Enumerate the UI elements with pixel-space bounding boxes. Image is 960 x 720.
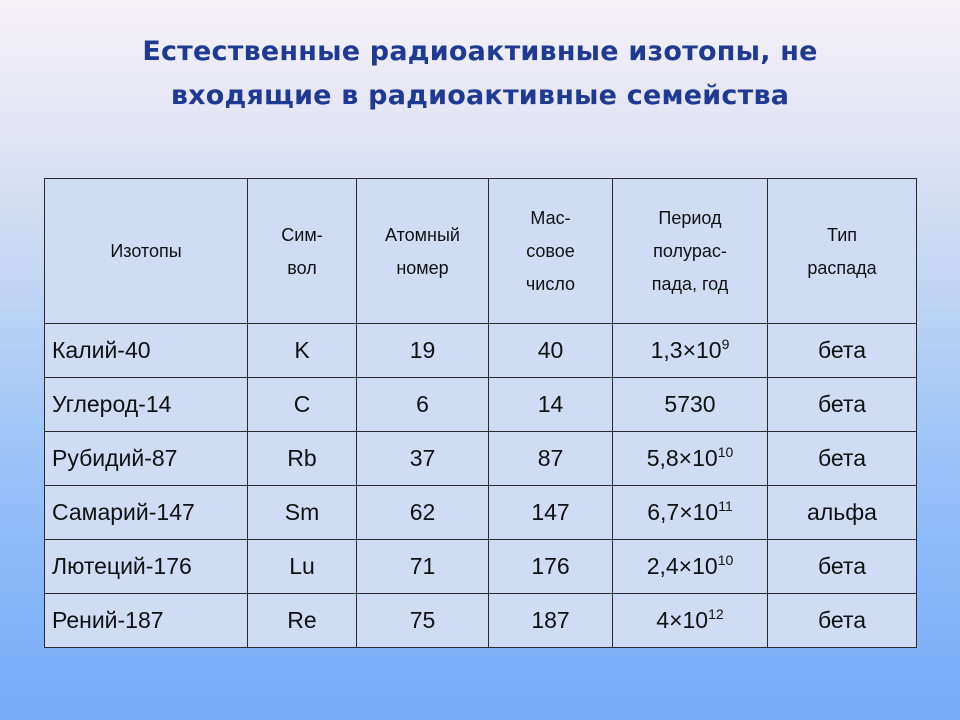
isotope-cell: Рубидий-87: [45, 432, 248, 486]
symbol-cell: Lu: [248, 540, 357, 594]
half-life-base: 5730: [664, 391, 716, 417]
half-life-cell: [613, 594, 768, 648]
mass-number-cell: 87: [489, 432, 613, 486]
decay-type-cell: бета: [768, 594, 917, 648]
isotope-cell: Углерод-14: [45, 378, 248, 432]
isotope-cell: Лютеций-176: [45, 540, 248, 594]
column-header-decay-type: [768, 179, 917, 324]
column-header-line: номер: [396, 257, 449, 278]
column-header-line: пада, год: [651, 274, 729, 294]
symbol-cell: C: [248, 378, 357, 432]
half-life-exponent: 9: [721, 336, 730, 352]
half-life-exponent: 12: [708, 606, 724, 622]
column-header-half-life: [613, 179, 768, 324]
half-life-base: 1,3×10: [650, 337, 722, 363]
table-body: [45, 324, 917, 648]
table-row: [45, 486, 917, 540]
table-row: [45, 324, 917, 378]
half-life-cell: [613, 540, 768, 594]
symbol-cell: K: [248, 324, 357, 378]
half-life-cell: [613, 324, 768, 378]
slide-title: [0, 30, 960, 118]
half-life-base: 4×10: [656, 607, 709, 633]
table-row: [45, 594, 917, 648]
column-header-line: Изотопы: [110, 241, 182, 261]
isotope-cell: Рений-187: [45, 594, 248, 648]
decay-type-cell: бета: [768, 324, 917, 378]
isotope-cell: Самарий-147: [45, 486, 248, 540]
decay-type-cell: бета: [768, 432, 917, 486]
mass-number-cell: 147: [489, 486, 613, 540]
mass-number-cell: 176: [489, 540, 613, 594]
column-header-line: вол: [287, 257, 317, 278]
isotope-table-container: [44, 178, 916, 648]
atomic-number-cell: 62: [357, 486, 489, 540]
column-header-line: распада: [807, 257, 877, 278]
mass-number-cell: 40: [489, 324, 613, 378]
isotope-table: [44, 178, 917, 648]
column-header-line: Атомный: [385, 224, 460, 245]
column-header-line: число: [525, 274, 576, 294]
atomic-number-cell: 19: [357, 324, 489, 378]
isotope-cell: Калий-40: [45, 324, 248, 378]
column-header-atomic-number: [357, 179, 489, 324]
column-header-isotope: [45, 179, 248, 324]
header-row: [45, 179, 917, 324]
half-life-base: 6,7×10: [647, 499, 719, 525]
half-life-cell: [613, 486, 768, 540]
half-life-exponent: 11: [718, 498, 733, 514]
half-life-base: 2,4×10: [646, 553, 718, 579]
half-life-base: 5,8×10: [646, 445, 718, 471]
mass-number-cell: 14: [489, 378, 613, 432]
column-header-line: совое: [526, 241, 575, 261]
title-line-1: Естественные радиоактивные изотопы, не: [142, 36, 818, 67]
column-header-line: Тип: [826, 224, 857, 245]
table-row: [45, 378, 917, 432]
half-life-exponent: 10: [717, 444, 734, 460]
atomic-number-cell: 37: [357, 432, 489, 486]
title-line-2: входящие в радиоактивные семейства: [170, 80, 790, 111]
table-row: [45, 432, 917, 486]
half-life-cell: [613, 432, 768, 486]
column-header-line: полурас-: [653, 241, 727, 261]
atomic-number-cell: 6: [357, 378, 489, 432]
mass-number-cell: 187: [489, 594, 613, 648]
column-header-line: Сим-: [281, 224, 323, 245]
column-header-line: Мас-: [530, 208, 571, 228]
atomic-number-cell: 71: [357, 540, 489, 594]
half-life-exponent: 10: [717, 552, 734, 568]
half-life-cell: [613, 378, 768, 432]
symbol-cell: Rb: [248, 432, 357, 486]
column-header-symbol: [248, 179, 357, 324]
column-header-line: Период: [658, 208, 722, 228]
symbol-cell: Re: [248, 594, 357, 648]
table-row: [45, 540, 917, 594]
decay-type-cell: бета: [768, 540, 917, 594]
decay-type-cell: бета: [768, 378, 917, 432]
column-header-mass-number: [489, 179, 613, 324]
atomic-number-cell: 75: [357, 594, 489, 648]
decay-type-cell: альфа: [768, 486, 917, 540]
symbol-cell: Sm: [248, 486, 357, 540]
